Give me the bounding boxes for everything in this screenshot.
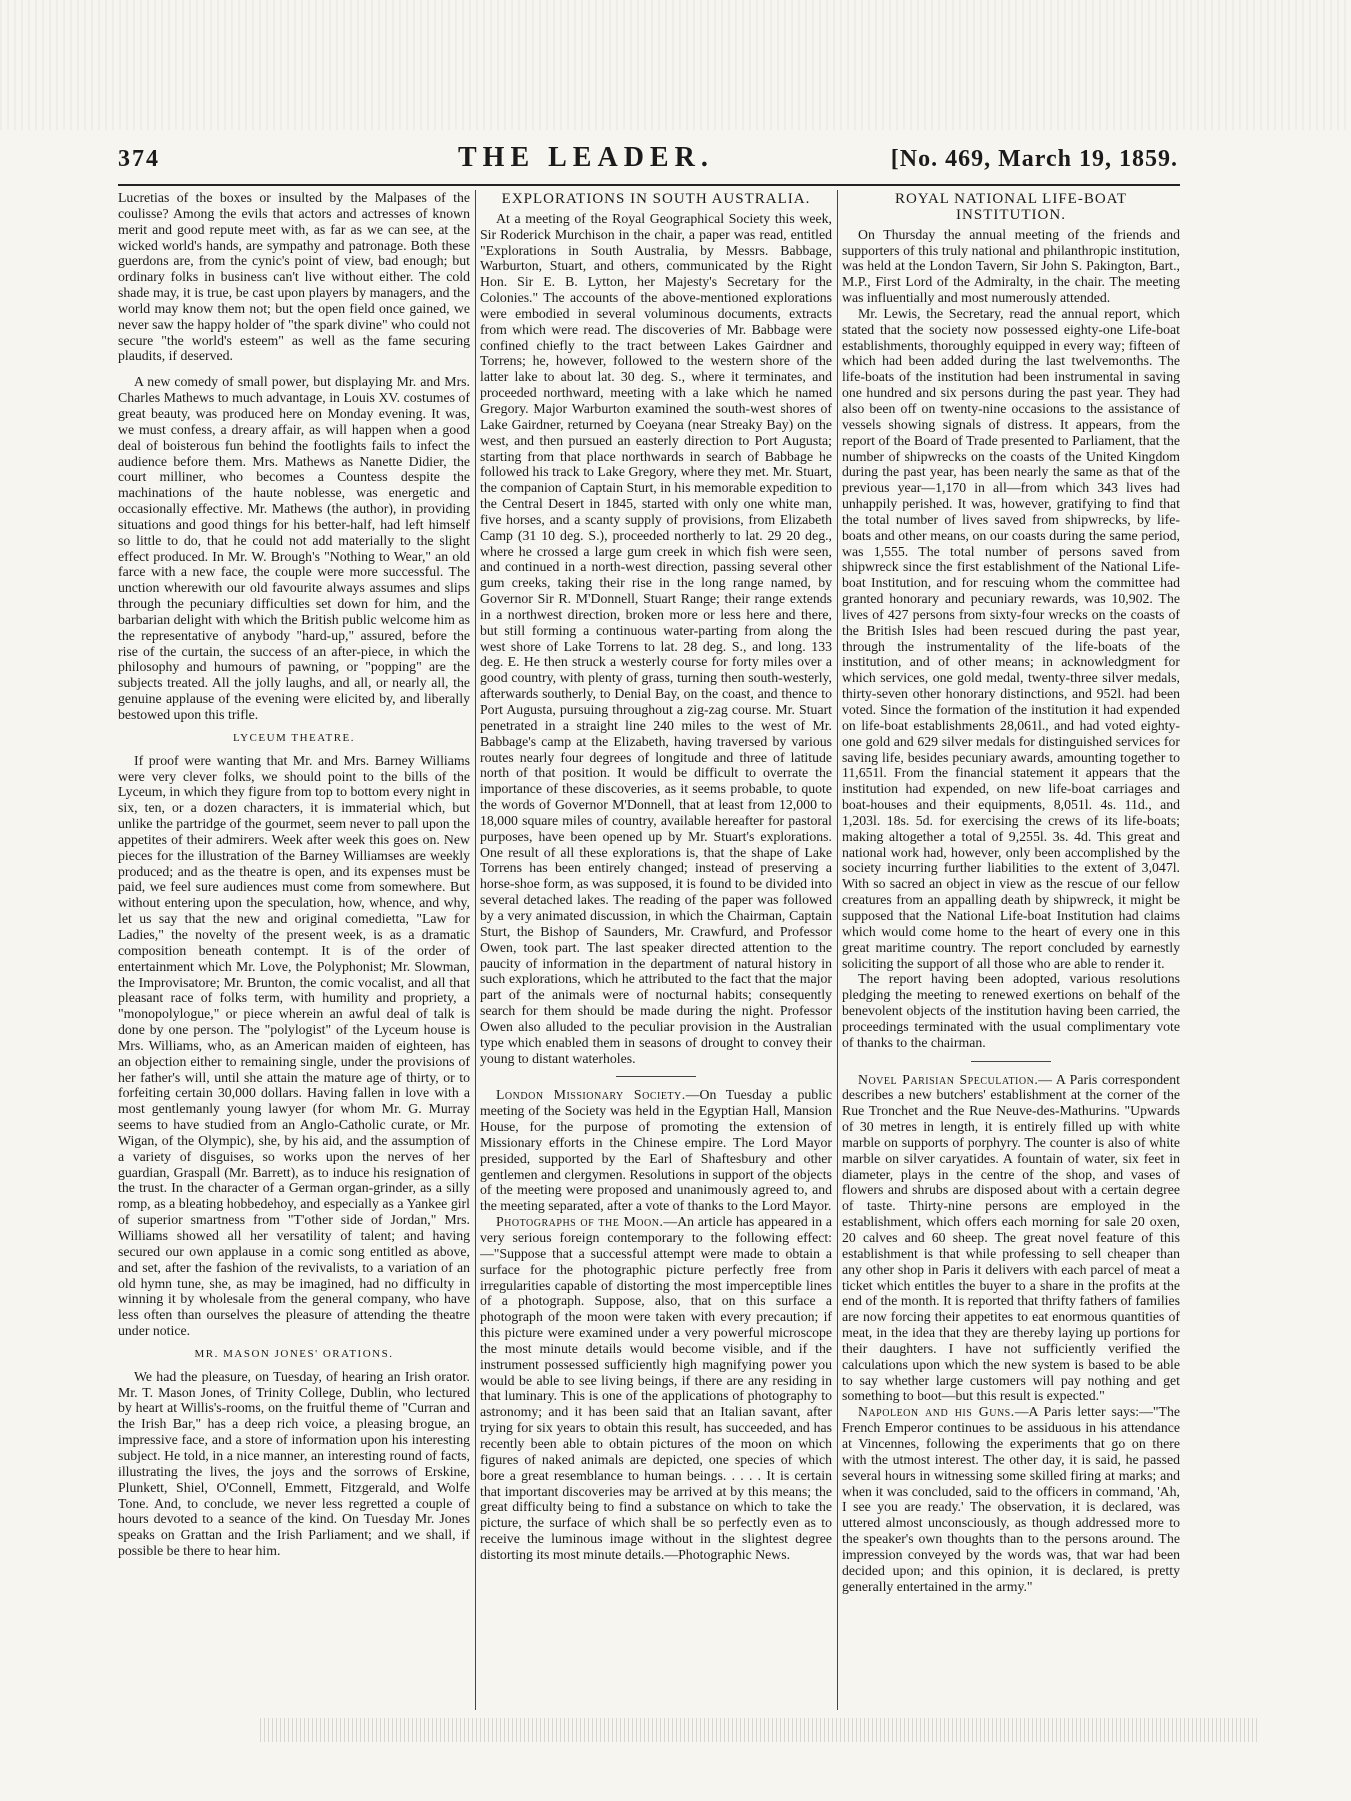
article-divider — [971, 1061, 1051, 1062]
column-divider — [837, 190, 838, 1710]
column-divider — [475, 190, 476, 1710]
column-3 — [842, 190, 1180, 1720]
lead-in: Photographs of the Moon. — [496, 1214, 664, 1230]
paragraph: Lucretias of the boxes or insulted by the Malpases of the coulisse? Among the evils that actors and actresses of known merit and good repute meet with, as far as we can see, at the wicked world's hands, are sympathy and patronage. Both these guerdons are, from the cynic's point of view, bad enough; but ordinary folks in business can't live without either. The cold shade may, it is true, be cast upon players by managers, and the world may know them not; but the open field once gained, we never saw the happy holder of "the spark divine" who could not secure "the world's esteem" as well as the fame securing plaudits, if deserved. — [118, 190, 470, 364]
column-1 — [118, 190, 470, 1720]
scan-margin-noise — [0, 0, 1351, 130]
paragraph: On Thursday the annual meeting of the friends and supporters of this truly national and philanthropic institution, was held at the London Tavern, Sir John S. Pakington, Bart., M.P., First Lord of the Admiralty, in the chair. The meeting was influentially and most numerously attended. — [842, 226, 1180, 306]
article-heading-explorations: EXPLORATIONS IN SOUTH AUSTRALIA. — [501, 191, 811, 207]
paragraph: A new comedy of small power, but displaying Mr. and Mrs. Charles Mathews to much advantage, in Louis XV. costumes of great beauty, was produced here on Monday evening. It was, we must confess, a dreary affair, as will happen when a good deal of boisterous fun behind the footlights fails to infect the audience before them. Mrs. Mathews as Nanette Didier, the court milliner, who becomes a Countess despite the machinations of the haute noblesse, was energetic and occasionally effective. Mr. Mathews (the author), in providing situations and good things for his better-half, had left himself so little to do, that he could not add materially to the slight effect produced. In Mr. W. Brough's "Nothing to Wear," an old farce with a new face, the couple were more successful. The unction wherewith our old favourite always assumes and slips through the pecuniary difficulties set down for him, and the barbarian delight with which the British public welcome him as the representative of anybody "hard-up," assured, before the rise of the curtain, the success of an after-piece, in which the philosophy and humours of pawning, or "popping" are the subjects treated. All the jolly laughs, and all, or nearly all, the genuine applause of the evening were elicited by, and liberally bestowed upon this trifle. — [118, 374, 470, 722]
paragraph-photographs: Photographs of the Moon.—An article has appeared in a very serious foreign contemporary to the following effect:—"Suppose that a successful attempt were made to obtain a surface for the photographic picture perfectly free from irregularities capable of distorting the most imperceptible lines of a photograph. Suppose, also, that on this surface a photograph of the moon were taken with every precaution; if this picture were examined under a very powerful microscope the most minute details would become visible, and if the instrument possessed sufficiently high magnifying power you would be able to see living beings, if there are any residing in that luminary. This is one of the applications of photography to astronomy; and it has been said that an Italian savant, after trying for six years to obtain this result, has succeeded, and has recently been able to obtain pictures of the moon on which figures of naked animals are depicted, one species of which bore a great resemblance to human beings. . . . . It is certain that important discoveries may be arrived at by this means; the great difficulty being to find a substance on which to take the picture, the surface of which shall be so perfectly even as to receive the luminous image without in the slightest degree distorting its most minute details.—Photographic News. — [480, 1214, 832, 1562]
lead-in: Napoleon and his Guns. — [858, 1404, 1015, 1420]
column-2 — [480, 190, 832, 1720]
section-heading-lyceum: LYCEUM THEATRE. — [232, 731, 356, 744]
paragraph-parisian: Novel Parisian Speculation.— A Paris correspondent describes a new butchers' establishment at the corner of the Rue Tronchet and the Rue Neuve-des-Mathurins. "Upwards of 30 metres in length, it is entirely filled up with white marble on supports of porphyry. The counter is also of white marble on silver caryatides. A fountain of water, six feet in diameter, plays in the centre of the shop, and vases of flowers and shrubs are disposed about with a certain degree of taste. Thirty-nine persons are employed in the establishment, which offers each morning for sale 20 oxen, 20 calves and 60 sheep. The great novel feature of this establishment is that while professing to sell cheaper than any other shop in Paris it delivers with each parcel of meat a ticket which entitles the buyer to a share in the profits at the end of the month. It is reported that thrifty fathers of families are now forcing their appetites to eat enormous quantities of meat, in the idea that they are thereby laying up portions for their daughters. I have not sufficiently verified the calculations upon which the new system is based to be able to say whether large customers will pay nothing and get something to boot—but this result is expected." — [842, 1071, 1180, 1404]
paragraph: We had the pleasure, on Tuesday, of hearing an Irish orator. Mr. T. Mason Jones, of Trinity College, Dublin, who lectured by heart at Willis's-rooms, on the fruitful theme of "Curran and the Irish Bar," has a deep rich voice, a pleasing brogue, an impressive face, and a store of information upon his interesting subject. He told, in a nice manner, an interesting round of facts, illustrating the lives, the joys and the sorrows of Erskine, Plunkett, Shiel, O'Connell, Emmett, Fitzgerald, and Wolfe Tone. And, to conclude, we never less regretted a couple of hours devoted to a seance of the kind. On Tuesday Mr. Jones speaks on Grattan and the Irish Parliament; and we shall, if possible be there to hear him. — [118, 1368, 470, 1559]
issue-date: [No. 469, March 19, 1859. — [890, 146, 1178, 172]
newspaper-title: THE LEADER. — [458, 142, 714, 173]
paragraph: Mr. Lewis, the Secretary, read the annual report, which stated that the society now possessed eighty-one Life-boat establishments, thoroughly equipped in every way; fifteen of which had been added during the last twelvemonths. The life-boats of the institution had been instrumental in saving one hundred and six persons during the past year. They had also been off on twenty-nine occasions to the assistance of vessels showing signals of distress. It appears, from the report of the Board of Trade presented to Parliament, that the number of shipwrecks on the coasts of the United Kingdom during the past year, has been nearly the same as that of the previous year—1,170 in all—from which 343 lives had unhappily perished. It was, however, gratifying to find that the total number of lives saved from shipwrecks, by life-boats and other means, on our coasts during the same period, was 1,555. The total number of persons saved from shipwreck since the first establishment of the National Life-boat Institution, and for rescuing whom the committee had granted honorary and pecuniary rewards, was 10,902. The lives of 427 persons from sixty-four wrecks on the coasts of the British Isles had been rescued during the past year, through the instrumentality of the life-boats of the institution, and of other means; in acknowledgment for which services, one gold medal, twenty-three silver medals, thirty-seven other honorary distinctions, and 952l. had been voted. Since the formation of the institution it had expended on life-boat establishments 28,061l., and had voted eighty-one gold and 629 silver medals for distinguished services for saving life, besides pecuniary awards, amounting together to 11,651l. From the financial statement it appears that the institution had expended, on new life-boat carriages and boat-houses and their equipments, 8,051l. 4s. 11d., and 1,203l. 18s. 5d. for exercising the crews of its life-boats; making altogether a total of 9,255l. 3s. 4d. This great and national work had, however, only been accomplished by the society incurring further liabilities to the extent of 3,047l. With so sacred an object in view as the rescue of our fellow creatures from an appalling death by shipwreck, it might be supposed that the National Life-boat Institution had claims which would come home to the heart of every one in this great maritime country. The report concluded by earnestly soliciting the support of all those who are able to render it. — [842, 305, 1180, 971]
paragraph-napoleon: Napoleon and his Guns.—A Paris letter says:—"The French Emperor continues to be assiduous in his attendance at Vincennes, following the experiments that go on there with the utmost interest. The other day, it is said, he passed several hours in witnessing some skilled firing at marks; and when it was concluded, said to the officers in command, 'Ah, I see you are ready.' The observation, it is declared, was uttered almost unconsciously, as though addressed more to the speaker's own thoughts than to the persons around. The impression conveyed by the words was, that war had been decided upon; and this opinion, it is declared, is pretty generally entertained in the army." — [842, 1404, 1180, 1594]
paragraph: At a meeting of the Royal Geographical Society this week, Sir Roderick Murchison in the chair, a paper was read, entitled "Explorations in South Australia, by Messrs. Babbage, Warburton, Stuart, and others, communicated by the Right Hon. Sir E. B. Lytton, her Majesty's Secretary for the Colonies." The accounts of the above-mentioned explorations were embodied in several voluminous documents, extracts from which were read. The discoveries of Mr. Babbage were confined chiefly to the tract between Lakes Gairdner and Torrens; he, however, followed to the western shore of the latter lake to about lat. 30 deg. S., where it terminates, and proceeded northward, meeting with a lake which he named Gregory. Major Warburton examined the south-west shores of Lake Gairdner, returned by Coeyana (near Streaky Bay) on the west, and then pursued an easterly direction to Port Augusta; starting from that place northwards in search of Babbage he followed his track to Lake Gregory, where they met. Mr. Stuart, the companion of Captain Sturt, in his memorable expedition to the Central Desert in 1845, started with only one white man, five horses, and a scanty supply of provisions, from Elizabeth Camp (31 10 deg. S.), proceeded northerly to lat. 29 20 deg., where he crossed a large gum creek in which fish were seen, and continued in a north-west direction, passing several other gum creeks, taking their rise in the long range named, by Governor Sir R. M'Donnell, Stuart Range; their range extends in a northwest direction, broken more or less here and there, but still forming a continuous water-parting from along the west shore of Lake Torrens to lat. 28 deg. S., and long. 133 deg. E. He then struck a westerly course for forty miles over a good country, with plenty of grass, turning then south-westerly, afterwards southerly, to Denial Bay, on the coast, and thence to Port Augusta, pursuing throughout a zig-zag course. Mr. Stuart penetrated in a straight line 240 miles to the west of Mr. Babbage's camp at the Elizabeth, having traversed by various routes nearly four degrees of longitude and three of latitude north of that position. It would be difficult to overrate the importance of these discoveries, as it seems probable, to quote the words of Governor M'Donnell, that at least from 12,000 to 18,000 square miles of country, available hereafter for pastoral purposes, have been opened up by Mr. Stuart's explorations. One result of all these explorations is, that the shape of Lake Torrens has been entirely changed; instead of preserving a horse-shoe form, as was supposed, it is found to be divided into several detached lakes. The reading of the paper was followed by a very animated discussion, in which the Chairman, Captain Sturt, the Bishop of Saunders, Mr. Crawfurd, and Professor Owen, took part. The last speaker directed attention to the paucity of information in the department of natural history in such explorations, which he attributed to the fact that the major part of the animals were of nocturnal habits; consequently search for them should be made during the night. Professor Owen also alluded to the peculiar provision in the Australian type which enabled them in seasons of drought to convey their young to distant waterholes. — [480, 210, 832, 1066]
paragraph-missionary: London Missionary Society.—On Tuesday a public meeting of the Society was held in the Egyptian Hall, Mansion House, for the purpose of promoting the extension of Missionary efforts in the Chinese empire. The Lord Mayor presided, supported by the Earl of Shaftesbury and other gentlemen and clergymen. Resolutions in support of the objects of the meeting were proposed and unanimously agreed to, and the meeting separated, after a vote of thanks to the Lord Mayor. — [480, 1087, 832, 1214]
article-divider — [616, 1076, 696, 1077]
paragraph: If proof were wanting that Mr. and Mrs. Barney Williams were very clever folks, we should point to the bills of the Lyceum, in which they figure from top to bottom every night in six, ten, or a dozen characters, it is immaterial which, but unlike the partridge of the gourmet, seem never to pall upon the appetites of their admirers. Week after week this goes on. New pieces for the illustration of the Barney Williamses are weekly produced; and as the theatre is open, and its expenses must be paid, we feel sure audiences must come from somewhere. But without entering upon the speculation, how, whence, and why, let us say that the new and original comedietta, "Law for Ladies," the novelty of the present week, is as a dramatic composition beneath contempt. It is of the order of entertainment which Mr. Love, the Polyphonist; Mr. Slowman, the Improvisatore; Mr. Brunton, the comic vocalist, and all that pleasant race of folks term, with humility and propriety, a "monopolylogue," or piece wherein an awful deal of talk is done by one person. The "polylogist" of the Lyceum house is Mrs. Williams, who, as an American maiden of eighteen, has an objection either to remaining single, under the provisions of her father's will, until she attain the mature age of thirty, or to forfeiting certain 30,000 dollars. Having fallen in love with a most gentlemanly young lawyer (for whom Mr. G. Murray seems to have studied from an Anglo-Catholic curate, or Mr. Wigan, of the Olympic), she, by his aid, and the assumption of a variety of disguises, so works upon the nerves of her guardian, Graspall (Mr. Barrett), as to induce his resignation of the trust. In the character of a German organ-grinder, as a silly romp, as a bleating hobbedehoy, and especially as a Yankee girl of superior smartness from "T'other side of Jordan," Mrs. Williams showed all her versatility of talent; and having secured our own applause in a comic song entitled as above, and set, after the fashion of the revivalists, to a variation of an old hymn tune, she, as may be imagined, had no difficulty in winning it by wholesale from the general company, who have less often than ourselves the pleasure of attending the theatre under notice. — [118, 752, 470, 1339]
masthead-rule — [118, 184, 1180, 186]
lead-in: London Missionary Society. — [496, 1087, 686, 1103]
scan-edge-noise — [260, 1718, 1260, 1742]
masthead — [118, 142, 1178, 182]
lead-in: Novel Parisian Speculation. — [858, 1071, 1039, 1087]
paragraph: The report having been adopted, various resolutions pledging the meeting to renewed exertions on behalf of the benevolent objects of the institution having been carried, the proceedings terminated with the usual complimentary vote of thanks to the chairman. — [842, 971, 1180, 1050]
page-number: 374 — [118, 146, 160, 172]
section-heading-mason-jones: MR. MASON JONES' ORATIONS. — [194, 1347, 394, 1360]
article-heading-lifeboat: ROYAL NATIONAL LIFE-BOAT INSTITUTION. — [894, 191, 1128, 223]
